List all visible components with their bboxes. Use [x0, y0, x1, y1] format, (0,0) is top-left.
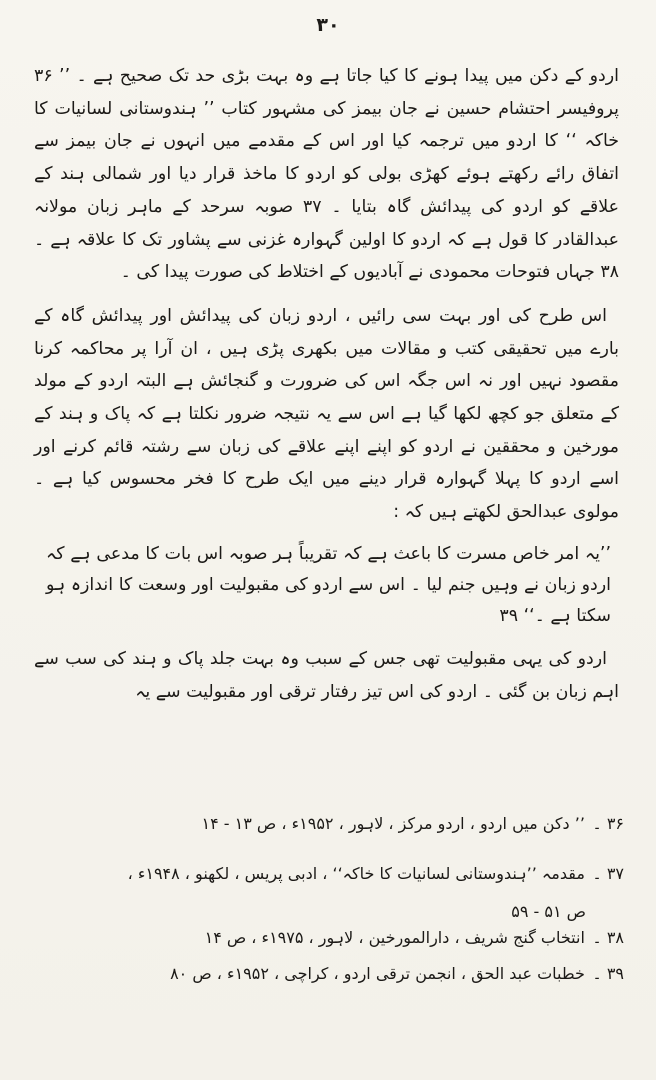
- footnote-36: [202, 812, 625, 836]
- footnote-text: ’’ دکن میں اردو ، اردو مرکز ، لاہور ، ۱۹۵۲ء ، ص ۱۳ - ۱۴: [201, 814, 585, 833]
- paragraph-1: اردو کے دکن میں پیدا ہونے کا کیا جاتا ہے وہ بہت بڑی حد تک صحیح ہے ۔ ’’ ۳۶ پروفیسر احتشام حسین نے جان بیمز کی مشہور کتاب ’’ ہندوستانی لسانیات کا خاکہ ‘‘ کا اردو میں ترجمہ کیا اور اس کے مقدمے میں انہوں نے جان بیمز سے اتفاق رائے رکھتے ہوئے کھڑی بولی کو اردو کا ماخذ قرار دیا اور شمالی ہند کے علاقے کو اردو کی پیدائش گاہ بتایا ۔ ۳۷ صوبہ سرحد کے ماہر زبان مولانہ عبدالقادر کا قول ہے کہ اردو کا اولین گہوارہ غزنی سے پشاور تک کا علاقہ ہے ۔ ۳۸ جہاں فتوحات محمودی نے آبادیوں کے اختلاط کی صورت پیدا کی ۔: [34, 66, 619, 283]
- block-quote: ’’یہ امر خاص مسرت کا باعث ہے کہ تقریباً ہر صوبہ اس بات کا مدعی ہے کہ اردو زبان نے وہیں جنم لیا ۔ اس سے اردو کی مقبولیت اور وسعت کا اندازہ ہو سکتا ہے ۔‘‘ ۳۹: [46, 543, 611, 626]
- footnote-text: انتخاب گنج شریف ، دارالمورخین ، لاہور ، ۱۹۷۵ء ، ص ۱۴: [204, 928, 585, 947]
- footnote-number: ۳۶ ۔: [592, 814, 624, 833]
- footnote-37-continuation: ص ۵۱ - ۵۹: [511, 902, 586, 921]
- footnote-number: ۳۷ ۔: [592, 864, 624, 883]
- footnote-39: [170, 962, 624, 986]
- page-number: ۳۰: [316, 14, 340, 36]
- footnote-number: ۳۸ ۔: [592, 928, 624, 947]
- footnote-text: مقدمہ ’’ہندوستانی لسانیات کا خاکہ‘‘ ، ادبی پریس ، لکھنو ، ۱۹۴۸ء ،: [127, 864, 585, 883]
- paragraph-4: اردو کی یہی مقبولیت تھی جس کے سبب وہ بہت جلد پاک و ہند کی سب سے اہم زبان بن گئی ۔ اردو کی اس تیز رفتار ترقی اور مقبولیت سے یہ: [34, 648, 619, 702]
- footnote-text: خطبات عبد الحق ، انجمن ترقی اردو ، کراچی ، ۱۹۵۲ء ، ص ۸۰: [170, 964, 585, 983]
- body-text: [34, 60, 619, 708]
- footnote-number: ۳۹ ۔: [592, 964, 624, 983]
- footnote-38: [205, 926, 624, 950]
- footnote-37: [128, 862, 624, 886]
- paragraph-2: اس طرح کی اور بہت سی رائیں ، اردو زبان کی پیدائش اور پیدائش گاہ کے بارے میں تحقیقی کتب و مقالات میں بکھری پڑی ہیں ، ان آرا پر محاکمہ کرنا مقصود نہیں اور نہ اس جگہ اس کی ضرورت و گنجائش ہے البتہ اردو کے مولد کے متعلق جو کچھ لکھا گیا ہے اس سے یہ نتیجہ ضرور نکلتا ہے کہ پاک و ہند کے مورخین و محققین نے اردو کو اپنے اپنے علاقے کی زبان سے رشتہ قائم کرنے اور اسے اردو کا پہلا گہوارہ قرار دینے میں ایک طرح کا فخر محسوس کیا ہے ۔ مولوی عبدالحق لکھتے ہیں کہ :: [34, 305, 619, 523]
